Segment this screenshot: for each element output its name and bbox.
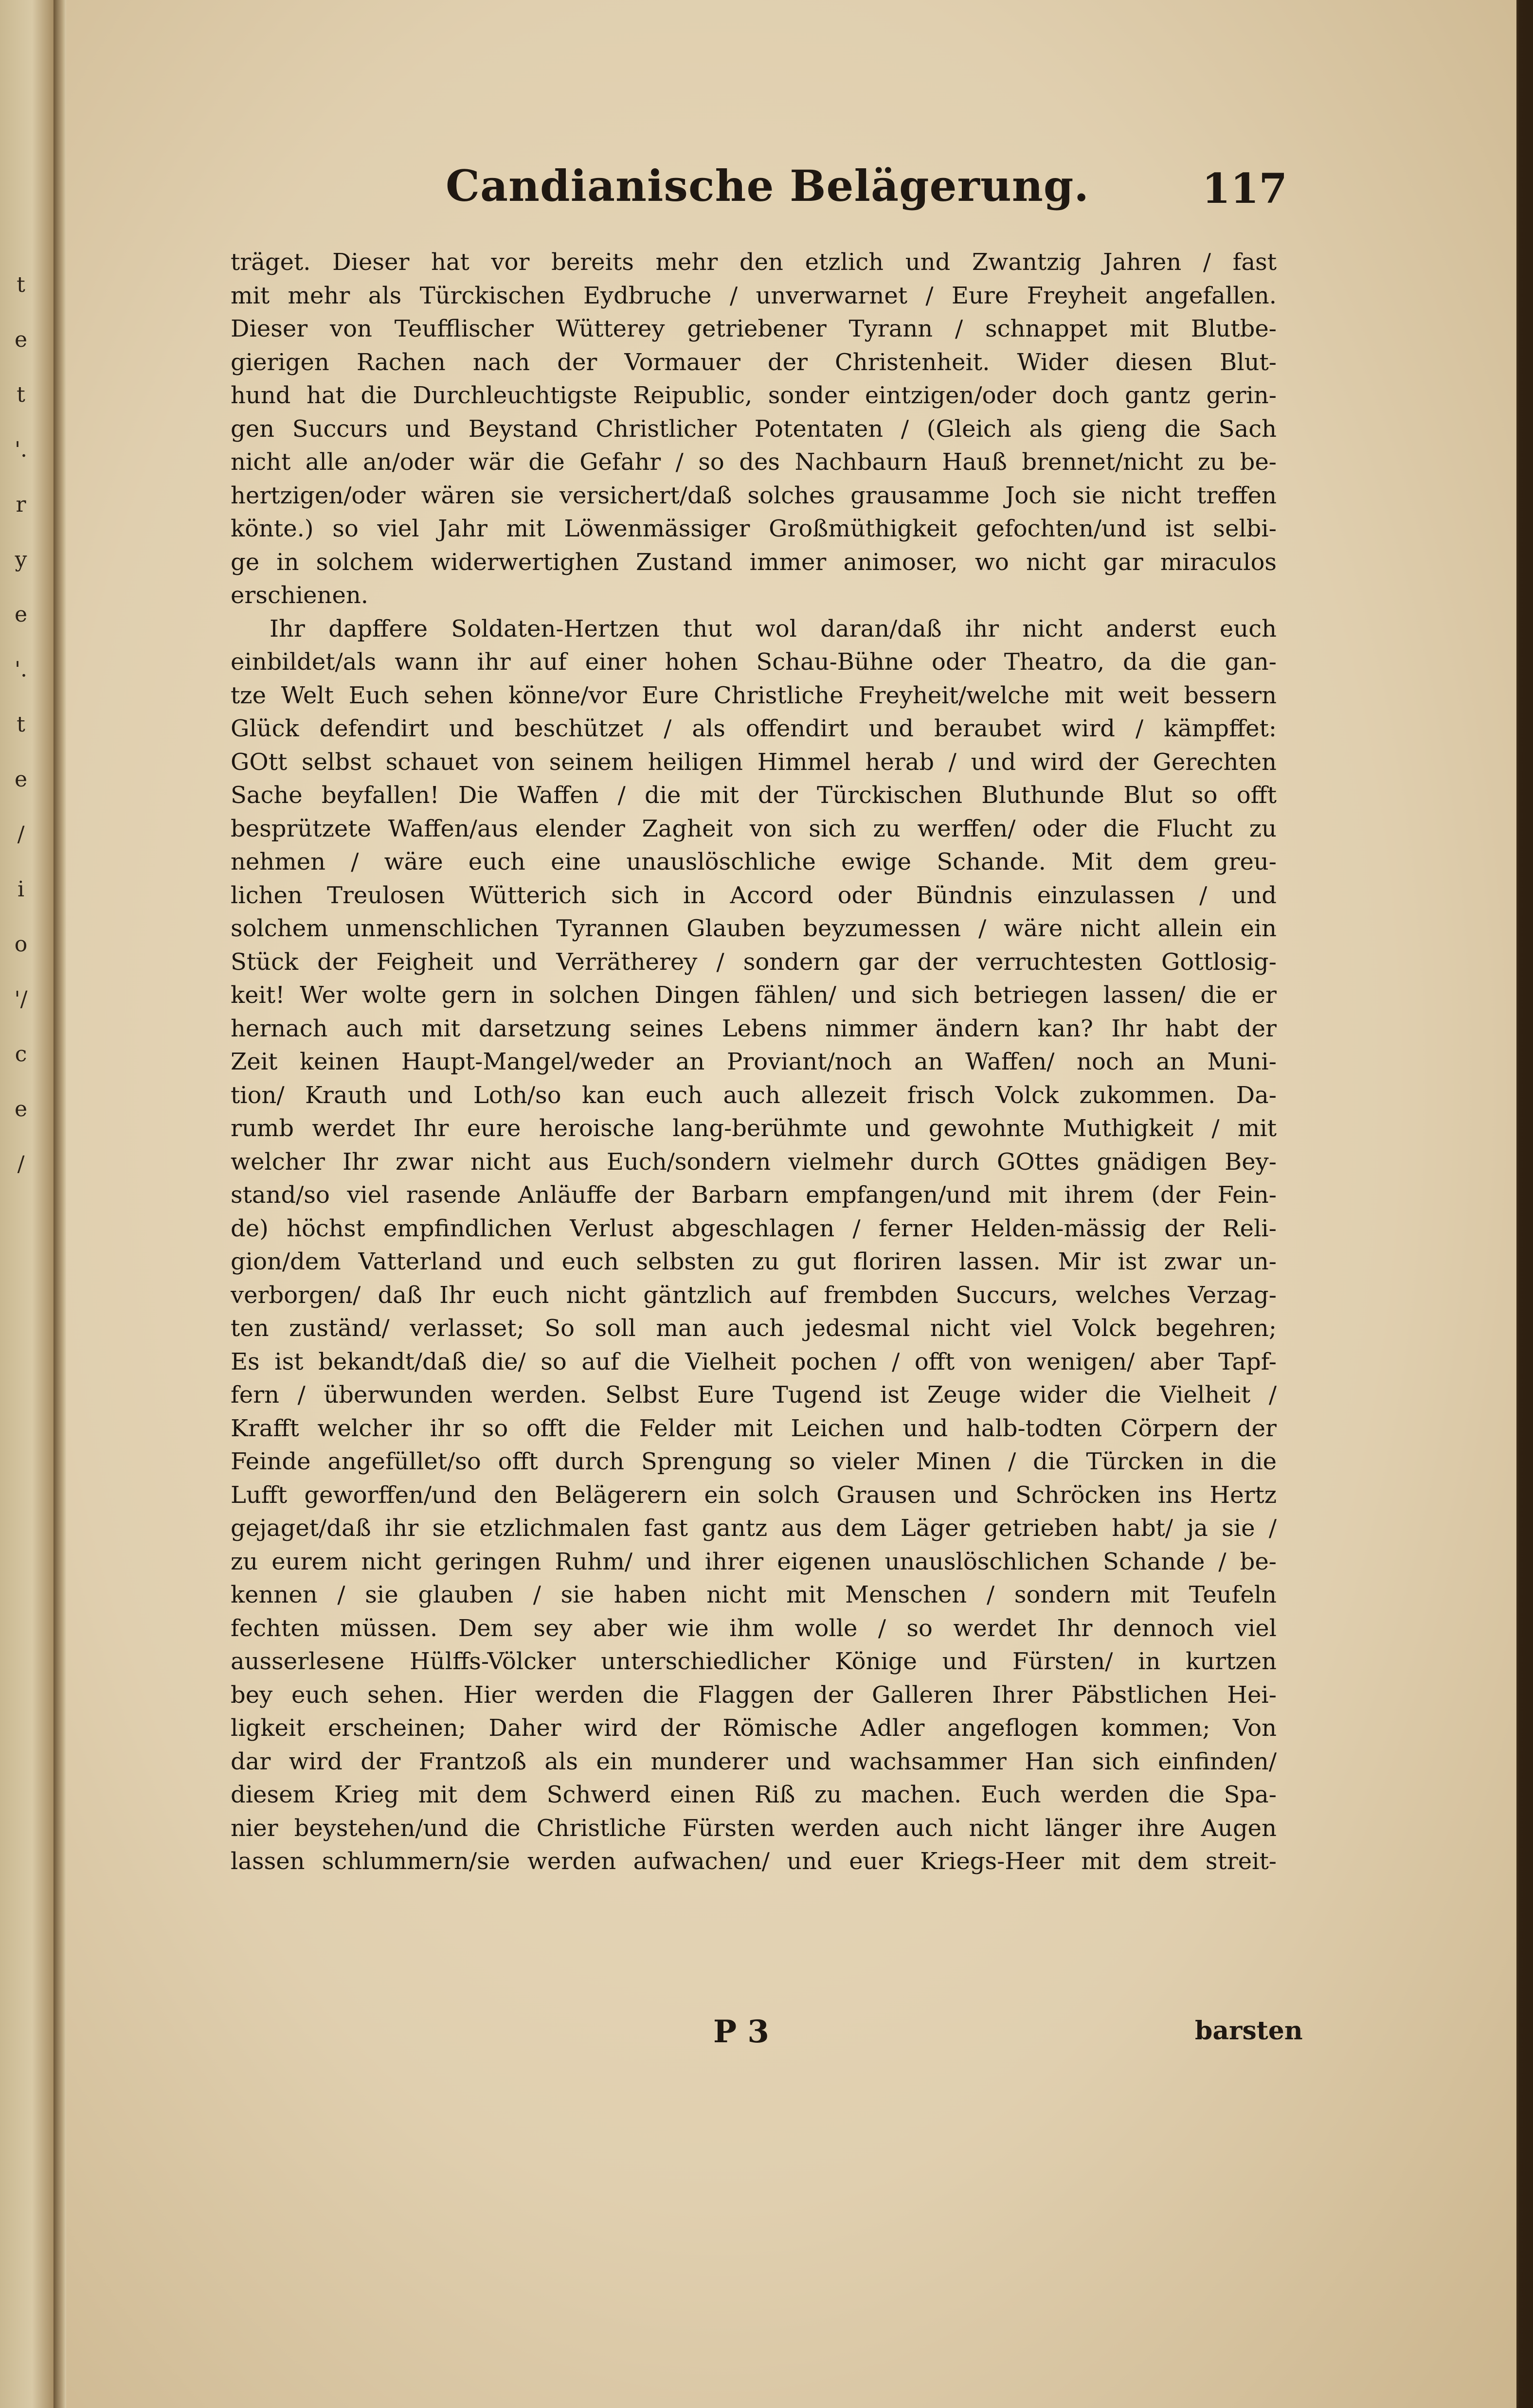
text-line: Glück defendirt und beschützet / als offendirt und beraubet wird / kämpffet: [231,715,1277,742]
facing-page-fragment: e [14,767,28,792]
facing-page-fragment: '/ [14,987,28,1012]
text-line: solchem unmenschlichen Tyrannen Glauben beyzumessen / wäre nicht allein ein [231,915,1277,942]
book-gutter [54,0,66,2408]
text-line: gen Succurs und Beystand Christlicher Potentaten / (Gleich als gieng die Sach [231,415,1277,443]
facing-page-fragment: y [15,547,27,572]
book-page [66,0,1518,2408]
text-line: tze Welt Euch sehen könne/vor Eure Christliche Freyheit/welche mit weit bessern [231,681,1277,709]
text-line: Zeit keinen Haupt-Mangel/weder an Proviant/noch an Waffen/ noch an Muni- [231,1048,1277,1075]
text-line: ten zuständ/ verlasset; So soll man auch jedesmal nicht viel Volck begehren; [231,1315,1277,1342]
text-line: de) höchst empfindlichen Verlust abgeschlagen / ferner Helden-mässig der Reli- [231,1214,1277,1242]
text-line: bey euch sehen. Hier werden die Flaggen der Galleren Ihrer Päbstlichen Hei- [231,1681,1277,1709]
text-line: nicht alle an/oder wär die Gefahr / so des Nachbaurn Hauß brennet/nicht zu be- [231,448,1277,476]
text-line: Sache beyfallen! Die Waffen / die mit der Türckischen Bluthunde Blut so offt [231,782,1277,809]
text-line: gion/dem Vatterland und euch selbsten zu gut floriren lassen. Mir ist zwar un- [231,1248,1277,1275]
text-line: Dieser von Teufflischer Wütterey getriebener Tyrann / schnappet mit Blutbe- [231,315,1277,342]
text-line: Krafft welcher ihr so offt die Felder mit Leichen und halb-todten Cörpern der [231,1414,1277,1442]
text-line: diesem Krieg mit dem Schwerd einen Riß zu machen. Euch werden die Spa- [231,1781,1277,1808]
text-line: lichen Treulosen Wütterich sich in Accord oder Bündnis einzulassen / und [231,881,1277,909]
text-line: gejaget/daß ihr sie etzlichmalen fast gantz aus dem Läger getrieben habt/ ja sie / [231,1515,1277,1542]
facing-page-fragment: o [14,932,28,957]
text-line: Feinde angefüllet/so offt durch Sprengung so vieler Minen / die Türcken in die [231,1448,1277,1475]
text-line: ligkeit erscheinen; Daher wird der Römische Adler angeflogen kommen; Von [231,1714,1277,1742]
facing-page-fragment: / [17,1152,25,1177]
facing-page-fragment: '. [14,437,28,462]
text-line: zu eurem nicht geringen Ruhm/ und ihrer eigenen unauslöschlichen Schande / be- [231,1548,1277,1575]
running-title: Candianische Belägerung. [446,161,1089,211]
text-line: einbildet/als wann ihr auf einer hohen Schau-Bühne oder Theatro, da die gan- [231,648,1277,676]
page-header [446,161,1287,233]
facing-page-fragment: t [17,382,25,407]
text-line: fechten müssen. Dem sey aber wie ihm wolle / so werdet Ihr dennoch viel [231,1614,1277,1642]
text-line: keit! Wer wolte gern in solchen Dingen fählen/ und sich betriegen lassen/ die er [231,981,1277,1009]
facing-page-fragment: t [17,712,25,737]
text-line: tion/ Krauth und Loth/so kan euch auch allezeit frisch Volck zukommen. Da- [231,1081,1277,1109]
text-line: hertzigen/oder wären sie versichert/daß solches grausamme Joch sie nicht treffen [231,482,1277,509]
facing-page-fragment: r [16,492,26,517]
text-line: nier beystehen/und die Christliche Fürsten werden auch nicht länger ihre Augen [231,1814,1277,1842]
text-line: verborgen/ daß Ihr euch nicht gäntzlich auf frembden Succurs, welches Verzag- [231,1281,1277,1309]
text-line: Stück der Feigheit und Verrätherey / sondern gar der verruchtesten Gottlosig- [231,948,1277,976]
text-line: nehmen / wäre euch eine unauslöschliche ewige Schande. Mit dem greu- [231,848,1277,875]
catchword: barsten [1195,2016,1303,2046]
facing-page-fragment: e [14,327,28,352]
text-line: stand/so viel rasende Anläuffe der Barbarn empfangen/und mit ihrem (der Fein- [231,1181,1277,1209]
text-line: hernach auch mit darsetzung seines Lebens nimmer ändern kan? Ihr habt der [231,1015,1277,1042]
text-line: gierigen Rachen nach der Vormauer der Christenheit. Wider diesen Blut- [231,348,1277,376]
text-line: GOtt selbst schauet von seinem heiligen Himmel herab / und wird der Gerechten [231,748,1277,776]
text-line: ausserlesene Hülffs-Völcker unterschiedlicher Könige und Fürsten/ in kurtzen [231,1648,1277,1675]
text-line: lassen schlummern/sie werden aufwachen/ und euer Kriegs-Heer mit dem streit- [231,1848,1277,1875]
text-line: fern / überwunden werden. Selbst Eure Tugend ist Zeuge wider die Vielheit / [231,1381,1277,1409]
facing-page-fragment: t [17,272,25,297]
text-line: Es ist bekandt/daß die/ so auf die Vielheit pochen / offt von wenigen/ aber Tapf- [231,1348,1277,1375]
text-line: könte.) so viel Jahr mit Löwenmässiger Großmüthigkeit gefochten/und ist selbi- [231,515,1277,542]
text-line: ge in solchem widerwertighen Zustand immer animoser, wo nicht gar miraculos [231,548,1277,576]
text-line: hund hat die Durchleuchtigste Reipublic, sonder eintzigen/oder doch gantz gerin- [231,382,1277,409]
text-line: Ihr dapffere Soldaten-Hertzen thut wol daran/daß ihr nicht anderst euch [270,615,1277,642]
text-line: erschienen. [231,582,369,609]
facing-page-fragment: e [14,1097,28,1122]
facing-page-fragment: c [15,1042,27,1067]
facing-page-fragment: '. [14,657,28,682]
facing-page-fragment: i [17,877,25,902]
page-number: 117 [1202,164,1287,213]
text-line: Lufft geworffen/und den Belägerern ein solch Grausen und Schröcken ins Hertz [231,1481,1277,1509]
text-line: besprützete Waffen/aus elender Zagheit von sich zu werffen/ oder die Flucht zu [231,815,1277,842]
facing-page-fragment: e [14,602,28,627]
signature-mark: P 3 [713,2014,769,2050]
facing-page-fragment: / [17,822,25,847]
facing-page-fragments [4,272,38,1177]
body-text [231,246,1277,1878]
facing-page-edge [0,0,54,2408]
text-line: mit mehr als Türckischen Eydbruche / unverwarnet / Eure Freyheit angefallen. [231,282,1277,309]
text-line: kennen / sie glauben / sie haben nicht mit Menschen / sondern mit Teufeln [231,1581,1277,1608]
text-line: träget. Dieser hat vor bereits mehr den etzlich und Zwantzig Jahren / fast [231,249,1277,276]
text-line: welcher Ihr zwar nicht aus Euch/sondern vielmehr durch GOttes gnädigen Bey- [231,1148,1277,1176]
text-line: rumb werdet Ihr eure heroische lang-berühmte und gewohnte Muthigkeit / mit [231,1115,1277,1142]
text-line: dar wird der Frantzoß als ein munderer und wachsammer Han sich einfinden/ [231,1748,1277,1775]
